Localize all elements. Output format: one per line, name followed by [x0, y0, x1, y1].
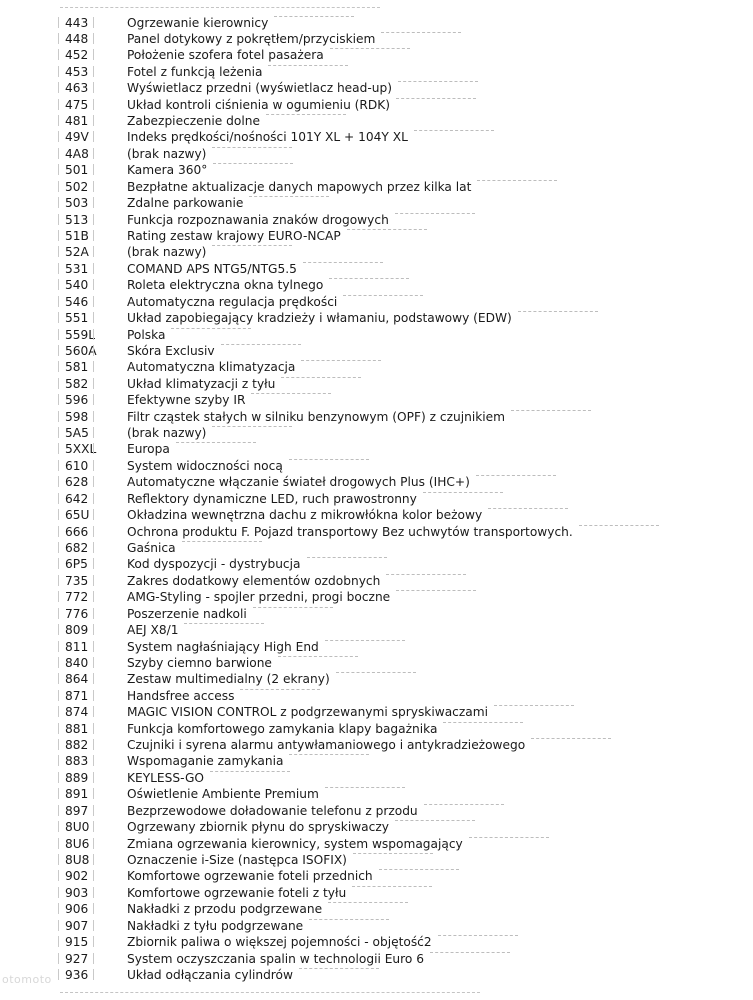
option-row — [0, 688, 753, 704]
dashed-guide-line — [281, 377, 361, 378]
option-code: 840 — [65, 655, 89, 670]
option-description: Wspomaganie zamykania — [127, 754, 284, 769]
dashed-guide-line — [171, 328, 251, 329]
option-description: AMG-Styling - spojler przedni, progi boczne — [127, 590, 391, 605]
dashed-guide-line — [278, 656, 358, 657]
dashed-guide-line — [249, 196, 329, 197]
option-code: 598 — [65, 409, 89, 424]
option-description: Zabezpieczenie dolne — [127, 114, 260, 129]
option-row — [0, 885, 753, 901]
option-row — [0, 524, 753, 540]
option-row — [0, 639, 753, 655]
option-code: 4A8 — [65, 146, 89, 161]
option-code: 513 — [65, 212, 89, 227]
option-row — [0, 162, 753, 178]
dashed-guide-line — [253, 607, 333, 608]
option-row — [0, 129, 753, 145]
option-row — [0, 80, 753, 96]
option-description: System widoczności nocą — [127, 458, 283, 473]
option-row — [0, 770, 753, 786]
option-row — [0, 967, 753, 983]
option-description: Panel dotykowy z pokrętłem/przyciskiem — [127, 31, 376, 46]
option-row — [0, 392, 753, 408]
option-row — [0, 951, 753, 967]
dashed-guide-line — [299, 968, 379, 969]
dashed-guide-line — [212, 426, 292, 427]
watermark: otomoto — [2, 973, 52, 986]
option-description: Polska — [127, 327, 166, 342]
dashed-guide-line — [579, 525, 659, 526]
dashed-guide-line — [309, 919, 389, 920]
dashed-guide-line — [494, 705, 574, 706]
option-description: Zmiana ogrzewania kierownicy, system wspomagający — [127, 836, 463, 851]
option-code: 666 — [65, 524, 89, 539]
dashed-guide-line — [531, 738, 611, 739]
option-row — [0, 64, 753, 80]
dashed-guide-line — [301, 360, 381, 361]
option-row — [0, 901, 753, 917]
option-row — [0, 491, 753, 507]
option-description: Fotel z funkcją leżenia — [127, 64, 263, 79]
dashed-guide-line — [274, 16, 354, 17]
dashed-guide-line — [443, 722, 523, 723]
option-row — [0, 261, 753, 277]
dashed-guide-line — [352, 886, 432, 887]
option-code: 902 — [65, 869, 89, 884]
option-row — [0, 589, 753, 605]
option-row — [0, 327, 753, 343]
option-code: 864 — [65, 672, 89, 687]
option-row — [0, 113, 753, 129]
dashed-guide-line — [303, 262, 383, 263]
dashed-guide-line — [328, 902, 408, 903]
option-row — [0, 819, 753, 835]
option-description: Skóra Exclusiv — [127, 343, 215, 358]
dashed-guide-line — [343, 295, 423, 296]
option-code: 5XXL — [65, 442, 97, 457]
option-description: Kod dyspozycji - dystrybucja — [127, 557, 301, 572]
option-description: Automatyczne włączanie świateł drogowych Plus (IHC+) — [127, 475, 470, 490]
option-code: 927 — [65, 951, 89, 966]
option-code: 581 — [65, 360, 89, 375]
option-description: AEJ X8/1 — [127, 623, 179, 638]
dashed-guide-line — [329, 278, 409, 279]
top-dashed-rule — [60, 7, 380, 8]
option-code: 811 — [65, 639, 89, 654]
option-description: Handsfree access — [127, 688, 235, 703]
option-code: 883 — [65, 754, 89, 769]
dashed-guide-line — [381, 32, 461, 33]
option-description: (brak nazwy) — [127, 426, 207, 441]
dashed-guide-line — [469, 837, 549, 838]
option-description: Układ odłączania cylindrów — [127, 967, 293, 982]
option-code: 891 — [65, 787, 89, 802]
option-code: 882 — [65, 738, 89, 753]
option-row — [0, 244, 753, 260]
option-description: Ogrzewany zbiornik płynu do spryskiwaczy — [127, 820, 389, 835]
option-description: Bezpłatne aktualizacje danych mapowych przez kilka lat — [127, 179, 472, 194]
option-description: Bezprzewodowe doładowanie telefonu z przodu — [127, 803, 418, 818]
dashed-guide-line — [176, 442, 256, 443]
option-description: Położenie szofera fotel pasażera — [127, 48, 324, 63]
option-code: 546 — [65, 294, 89, 309]
option-row — [0, 359, 753, 375]
option-code: 501 — [65, 163, 89, 178]
option-code: 6P5 — [65, 557, 88, 572]
dashed-guide-line — [240, 689, 320, 690]
option-row — [0, 31, 753, 47]
dashed-guide-line — [184, 623, 264, 624]
option-row — [0, 540, 753, 556]
dashed-guide-line — [213, 163, 293, 164]
option-row — [0, 310, 753, 326]
dashed-guide-line — [289, 459, 369, 460]
dashed-guide-line — [511, 410, 591, 411]
option-code: 776 — [65, 606, 89, 621]
option-code: 881 — [65, 721, 89, 736]
option-row — [0, 573, 753, 589]
option-description: Zestaw multimedialny (2 ekrany) — [127, 672, 330, 687]
dashed-guide-line — [518, 311, 598, 312]
option-code: 874 — [65, 705, 89, 720]
option-code: 448 — [65, 31, 89, 46]
option-code: 559L — [65, 327, 96, 342]
option-row — [0, 852, 753, 868]
option-row — [0, 474, 753, 490]
option-description: MAGIC VISION CONTROL z podgrzewanymi spryskiwaczami — [127, 705, 489, 720]
option-row — [0, 425, 753, 441]
option-code: 596 — [65, 393, 89, 408]
option-row — [0, 606, 753, 622]
option-code: 610 — [65, 458, 89, 473]
option-description: Układ kontroli ciśnienia w ogumieniu (RDK) — [127, 97, 391, 112]
dashed-guide-line — [477, 180, 557, 181]
dashed-guide-line — [289, 754, 369, 755]
option-row — [0, 212, 753, 228]
option-code: 582 — [65, 376, 89, 391]
dashed-guide-line — [476, 475, 556, 476]
option-code: 560A — [65, 343, 97, 358]
option-code: 8U8 — [65, 853, 90, 868]
option-code: 51B — [65, 228, 89, 243]
option-description: Efektywne szyby IR — [127, 393, 246, 408]
dashed-guide-line — [212, 245, 292, 246]
option-code: 65U — [65, 508, 90, 523]
option-code: 809 — [65, 623, 89, 638]
dashed-guide-line — [251, 393, 331, 394]
option-code: 475 — [65, 97, 89, 112]
option-row — [0, 228, 753, 244]
option-code: 452 — [65, 48, 89, 63]
dashed-guide-line — [379, 869, 459, 870]
option-code: 52A — [65, 245, 89, 260]
option-code: 628 — [65, 475, 89, 490]
option-description: Wyświetlacz przedni (wyświetlacz head-up) — [127, 81, 393, 96]
option-description: Ogrzewanie kierownicy — [127, 15, 269, 30]
dashed-guide-line — [182, 541, 262, 542]
option-code: 915 — [65, 935, 89, 950]
option-description: Filtr cząstek stałych w silniku benzynowym (OPF) z czujnikiem — [127, 409, 506, 424]
option-code: 897 — [65, 803, 89, 818]
option-code: 8U6 — [65, 836, 90, 851]
dashed-guide-line — [395, 213, 475, 214]
dashed-guide-line — [488, 508, 568, 509]
option-description: Układ zapobiegający kradzieży i włamaniu, podstawowy (EDW) — [127, 311, 512, 326]
option-row — [0, 868, 753, 884]
option-description: Automatyczna regulacja prędkości — [127, 294, 338, 309]
dashed-guide-line — [212, 147, 292, 148]
option-row — [0, 97, 753, 113]
option-description: Komfortowe ogrzewanie foteli przednich — [127, 869, 373, 884]
option-row — [0, 737, 753, 753]
dashed-guide-line — [430, 952, 510, 953]
option-code: 453 — [65, 64, 89, 79]
option-description: Poszerzenie nadkoli — [127, 606, 247, 621]
option-description: Kamera 360° — [127, 163, 208, 178]
option-row — [0, 836, 753, 852]
dashed-guide-line — [395, 820, 475, 821]
option-row — [0, 753, 753, 769]
dashed-guide-line — [424, 804, 504, 805]
option-row — [0, 294, 753, 310]
option-code: 772 — [65, 590, 89, 605]
option-row — [0, 507, 753, 523]
option-code: 871 — [65, 688, 89, 703]
option-code: 49V — [65, 130, 89, 145]
dashed-guide-line — [423, 492, 503, 493]
dashed-guide-line — [336, 672, 416, 673]
dashed-guide-line — [438, 935, 518, 936]
dashed-guide-line — [386, 574, 466, 575]
option-description: Szyby ciemno barwione — [127, 655, 272, 670]
option-code: 481 — [65, 114, 89, 129]
option-row — [0, 441, 753, 457]
option-description: KEYLESS-GO — [127, 770, 204, 785]
option-code: 906 — [65, 902, 89, 917]
option-description: Czujniki i syrena alarmu antywłamaniowego i antykradzieżowego — [127, 738, 526, 753]
option-row — [0, 409, 753, 425]
option-code: 502 — [65, 179, 89, 194]
option-code: 936 — [65, 967, 89, 982]
option-row — [0, 146, 753, 162]
option-description: Gaśnica — [127, 541, 176, 555]
option-row — [0, 15, 753, 31]
option-description: System oczyszczania spalin w technologii Euro 6 — [127, 951, 424, 966]
option-code: 551 — [65, 311, 89, 326]
option-description: Zbiornik paliwa o większej pojemności - objętość2 — [127, 935, 432, 950]
option-description: Oświetlenie Ambiente Premium — [127, 787, 319, 802]
option-row — [0, 277, 753, 293]
option-code: 642 — [65, 491, 89, 506]
dashed-guide-line — [325, 640, 405, 641]
option-description: Oznaczenie i-Size (następca ISOFIX) — [127, 853, 347, 868]
option-row — [0, 622, 753, 638]
dashed-guide-line — [330, 48, 410, 49]
dashed-guide-line — [398, 81, 478, 82]
option-description: Funkcja rozpoznawania znaków drogowych — [127, 212, 389, 227]
option-description: Automatyczna klimatyzacja — [127, 360, 296, 375]
option-description: Komfortowe ogrzewanie foteli z tyłu — [127, 885, 347, 900]
option-description: Zdalne parkowanie — [127, 196, 244, 211]
option-description: Okładzina wewnętrzna dachu z mikrowłókna kolor beżowy — [127, 508, 483, 523]
equipment-options-list — [0, 15, 753, 984]
option-code: 682 — [65, 541, 89, 555]
option-description: Funkcja komfortowego zamykania klapy bagażnika — [127, 721, 438, 736]
option-code: 903 — [65, 885, 89, 900]
option-row — [0, 704, 753, 720]
option-description: Indeks prędkości/nośności 101Y XL + 104Y XL — [127, 130, 408, 145]
option-description: Reflektory dynamiczne LED, ruch prawostronny — [127, 491, 417, 506]
option-description: Układ klimatyzacji z tyłu — [127, 376, 276, 391]
option-row — [0, 803, 753, 819]
option-row — [0, 934, 753, 950]
option-row — [0, 721, 753, 737]
option-description: Nakładki z tyłu podgrzewane — [127, 918, 304, 933]
option-description: Ochrona produktu F. Pojazd transportowy Bez uchwytów transportowych. — [127, 524, 573, 539]
option-row — [0, 376, 753, 392]
option-description: Roleta elektryczna okna tylnego — [127, 278, 324, 293]
dashed-guide-line — [347, 229, 427, 230]
dashed-guide-line — [396, 590, 476, 591]
option-description: (brak nazwy) — [127, 245, 207, 260]
option-row — [0, 786, 753, 802]
option-code: 531 — [65, 261, 89, 276]
dashed-guide-line — [268, 65, 348, 66]
option-row — [0, 195, 753, 211]
option-description: Nakładki z przodu podgrzewane — [127, 902, 323, 917]
option-description: Rating zestaw krajowy EURO-NCAP — [127, 228, 341, 243]
option-row — [0, 655, 753, 671]
dashed-guide-line — [414, 130, 494, 131]
dashed-guide-line — [307, 557, 387, 558]
option-description: Zakres dodatkowy elementów ozdobnych — [127, 573, 381, 588]
dashed-guide-line — [396, 98, 476, 99]
option-code: 5A5 — [65, 426, 89, 441]
option-code: 889 — [65, 770, 89, 785]
option-row — [0, 671, 753, 687]
option-row — [0, 918, 753, 934]
option-code: 907 — [65, 918, 89, 933]
option-description: COMAND APS NTG5/NTG5.5 — [127, 261, 297, 276]
option-code: 8U0 — [65, 820, 90, 835]
option-description: System nagłaśniający High End — [127, 639, 319, 654]
dashed-guide-line — [325, 787, 405, 788]
dashed-guide-line — [210, 771, 290, 772]
option-row — [0, 47, 753, 63]
option-row — [0, 556, 753, 572]
dashed-guide-line — [221, 344, 301, 345]
option-code: 463 — [65, 81, 89, 96]
bottom-dashed-rule — [60, 992, 480, 993]
dashed-guide-line — [353, 853, 433, 854]
option-code: 735 — [65, 573, 89, 588]
option-row — [0, 179, 753, 195]
option-description: Europa — [127, 442, 170, 457]
option-description: (brak nazwy) — [127, 146, 207, 161]
option-code: 540 — [65, 278, 89, 293]
option-row — [0, 458, 753, 474]
option-row — [0, 343, 753, 359]
dashed-guide-line — [266, 114, 346, 115]
option-code: 443 — [65, 15, 89, 30]
option-code: 503 — [65, 196, 89, 211]
